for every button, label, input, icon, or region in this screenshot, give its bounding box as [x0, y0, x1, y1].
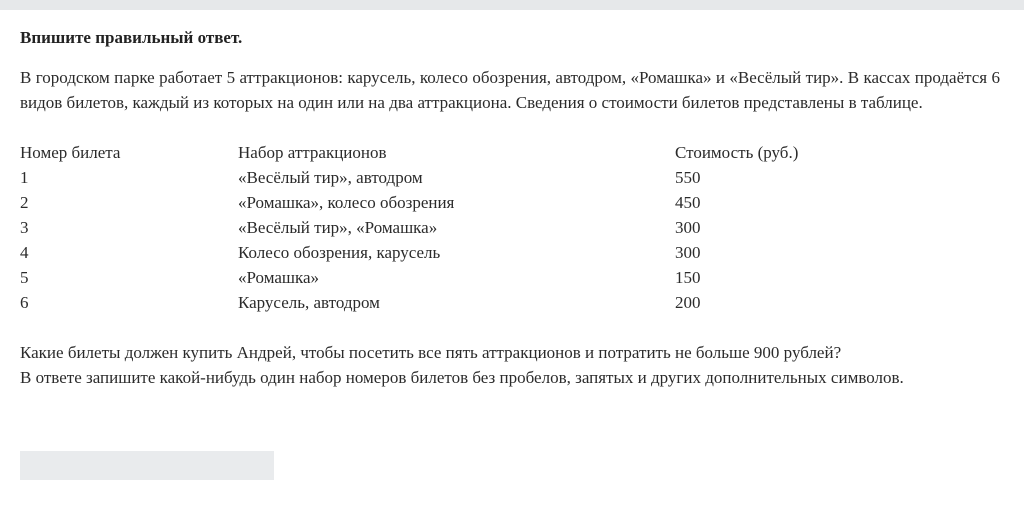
- tickets-table: [20, 140, 875, 315]
- header-attractions-set: Набор аттракционов: [238, 143, 387, 162]
- ticket-number: 4: [20, 243, 29, 262]
- ticket-number: 2: [20, 193, 29, 212]
- ticket-attractions: «Весёлый тир», «Ромашка»: [238, 218, 438, 237]
- ticket-cost: 150: [675, 268, 701, 287]
- question-line-2: В ответе запишите какой-нибудь один набор номеров билетов без пробелов, запятых и других дополнительных символов.: [20, 368, 904, 387]
- ticket-cost: 550: [675, 168, 701, 187]
- top-bar: [0, 0, 1024, 10]
- ticket-attractions: Карусель, автодром: [238, 293, 380, 312]
- ticket-attractions: «Ромашка», колесо обозрения: [238, 193, 455, 212]
- task-content: [20, 25, 1000, 390]
- table-header-row: [20, 140, 875, 165]
- table-row: [20, 215, 875, 240]
- ticket-number: 6: [20, 293, 29, 312]
- question-line-1: Какие билеты должен купить Андрей, чтобы посетить все пять аттракционов и потратить не больше 900 рублей?: [20, 343, 842, 362]
- ticket-cost: 200: [675, 293, 701, 312]
- problem-statement: В городском парке работает 5 аттракционов: карусель, колесо обозрения, автодром, «Ромашка» и «Весёлый тир». В кассах продаётся 6 видов билетов, каждый из которых на один или на два аттракциона. Сведения о стоимости билетов представлены в таблице.: [20, 68, 1000, 112]
- ticket-cost: 300: [675, 243, 701, 262]
- ticket-attractions: Колесо обозрения, карусель: [238, 243, 441, 262]
- header-ticket-number: Номер билета: [20, 143, 121, 162]
- table-row: [20, 265, 875, 290]
- table-row: [20, 190, 875, 215]
- table-row: [20, 165, 875, 190]
- ticket-attractions: «Весёлый тир», автодром: [238, 168, 423, 187]
- task-instruction: Впишите правильный ответ.: [20, 28, 243, 47]
- header-cost: Стоимость (руб.): [675, 143, 799, 162]
- ticket-attractions: «Ромашка»: [238, 268, 320, 287]
- ticket-number: 1: [20, 168, 29, 187]
- table-row: [20, 240, 875, 265]
- question-text: [20, 340, 1000, 390]
- answer-input[interactable]: [20, 451, 274, 480]
- ticket-cost: 450: [675, 193, 701, 212]
- ticket-cost: 300: [675, 218, 701, 237]
- ticket-number: 5: [20, 268, 29, 287]
- ticket-number: 3: [20, 218, 29, 237]
- table-row: [20, 290, 875, 315]
